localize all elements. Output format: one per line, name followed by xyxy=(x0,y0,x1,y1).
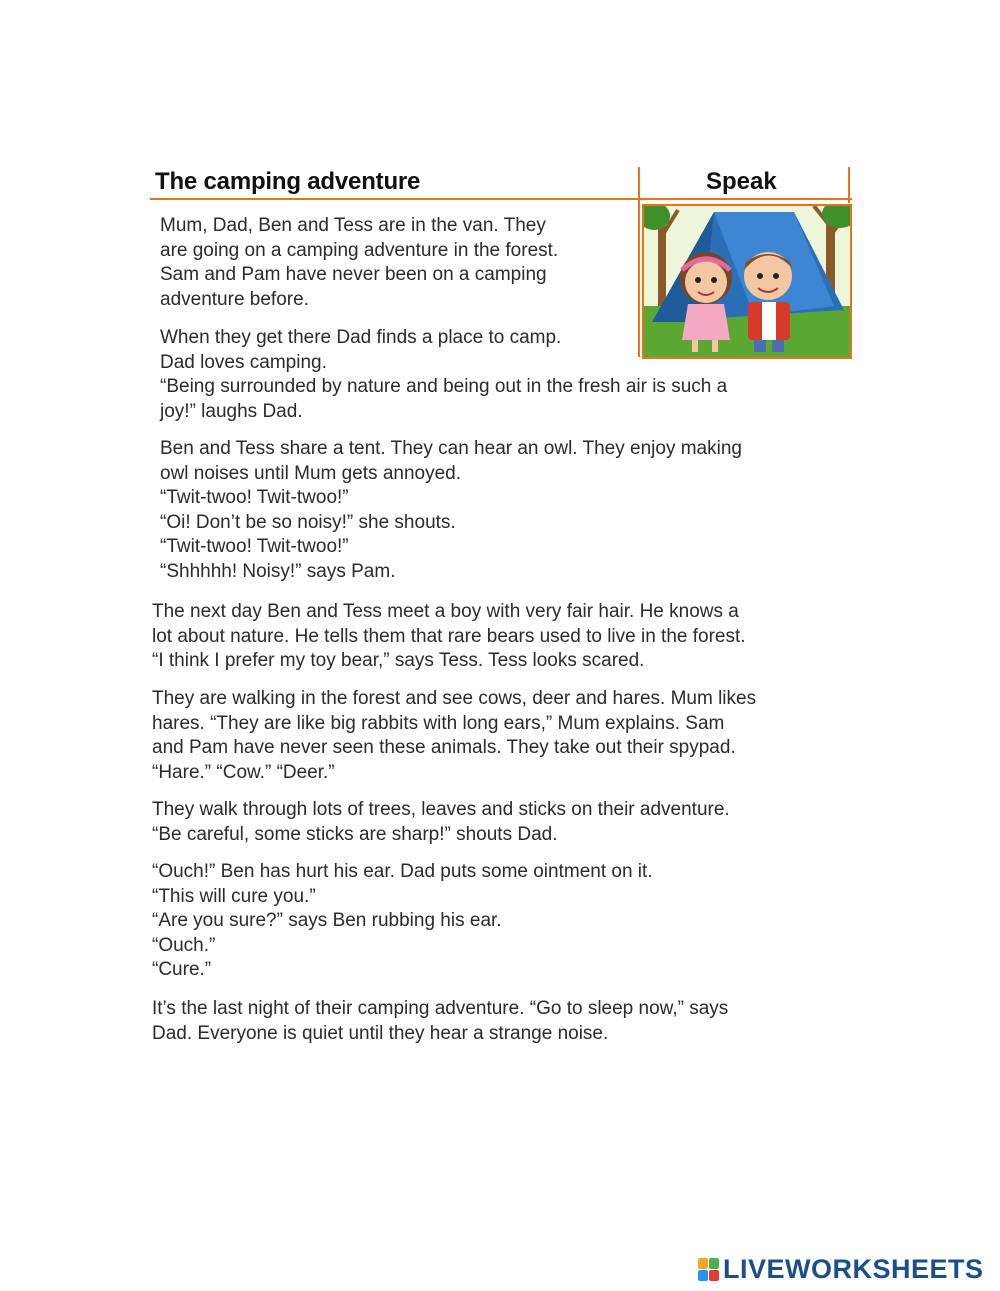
text-line: “Be careful, some sticks are sharp!” shouts Dad. xyxy=(152,823,558,845)
brand-name: LIVEWORKSHEETS xyxy=(723,1254,984,1284)
text-line: Sam and Pam have never been on a camping xyxy=(160,264,547,285)
text-line: It’s the last night of their camping adventure. “Go to sleep now,” says xyxy=(152,998,729,1019)
text-line: owl noises until Mum gets annoyed. xyxy=(160,462,461,484)
paragraph-5 xyxy=(152,687,756,785)
text-line: “Shhhhh! Noisy!” says Pam. xyxy=(160,560,396,582)
text-line: “Ouch.” xyxy=(152,934,216,956)
text-line: “Cure.” xyxy=(152,959,212,980)
text-line: “Twit-twoo! Twit-twoo!” xyxy=(160,536,349,557)
liveworksheets-logo-icon xyxy=(698,1258,719,1281)
text-line: and Pam have never seen these animals. They take out their spypad. xyxy=(152,737,736,758)
paragraph-4 xyxy=(152,600,746,674)
text-line: hares. “They are like big rabbits with long ears,” Mum explains. Sam xyxy=(152,712,725,734)
text-line: “Ouch!” Ben has hurt his ear. Dad puts some ointment on it. xyxy=(152,861,653,882)
text-line: They are walking in the forest and see cows, deer and hares. Mum likes xyxy=(152,688,757,709)
paragraph-7 xyxy=(152,860,653,983)
text-line: “Being surrounded by nature and being out in the fresh air is such a xyxy=(160,376,728,397)
text-line: Dad. Everyone is quiet until they hear a strange noise. xyxy=(152,1022,609,1044)
text-line: Ben and Tess share a tent. They can hear an owl. They enjoy making xyxy=(160,438,742,459)
text-line: lot about nature. He tells them that rare bears used to live in the forest. xyxy=(152,625,746,647)
text-line: Mum, Dad, Ben and Tess are in the van. They xyxy=(160,215,546,236)
speak-box-edge xyxy=(848,167,850,203)
text-line: “Oi! Don’t be so noisy!” she shouts. xyxy=(160,511,456,533)
paragraph-6 xyxy=(152,798,730,847)
page-title: The camping adventure xyxy=(155,168,421,195)
text-line: Dad loves camping. xyxy=(160,351,327,373)
speak-heading: Speak xyxy=(706,168,777,195)
text-line: The next day Ben and Tess meet a boy with very fair hair. He knows a xyxy=(152,601,739,622)
liveworksheets-logo[interactable] xyxy=(698,1254,984,1285)
text-line: “Hare.” “Cow.” “Deer.” xyxy=(152,761,335,783)
paragraph-3 xyxy=(160,437,742,584)
paragraph-1 xyxy=(160,214,558,312)
text-line: adventure before. xyxy=(160,288,309,310)
text-line: are going on a camping adventure in the forest. xyxy=(160,239,559,261)
paragraph-8 xyxy=(152,997,728,1046)
text-line: “This will cure you.” xyxy=(152,885,316,907)
text-line: “I think I prefer my toy bear,” says Tess. Tess looks scared. xyxy=(152,650,645,671)
text-line: “Are you sure?” says Ben rubbing his ear. xyxy=(152,910,502,931)
text-line: They walk through lots of trees, leaves and sticks on their adventure. xyxy=(152,799,730,820)
header-divider xyxy=(150,198,852,200)
paragraph-2 xyxy=(160,326,727,424)
text-line: joy!” laughs Dad. xyxy=(160,400,303,422)
text-line: When they get there Dad finds a place to camp. xyxy=(160,327,562,348)
text-line: “Twit-twoo! Twit-twoo!” xyxy=(160,487,349,508)
